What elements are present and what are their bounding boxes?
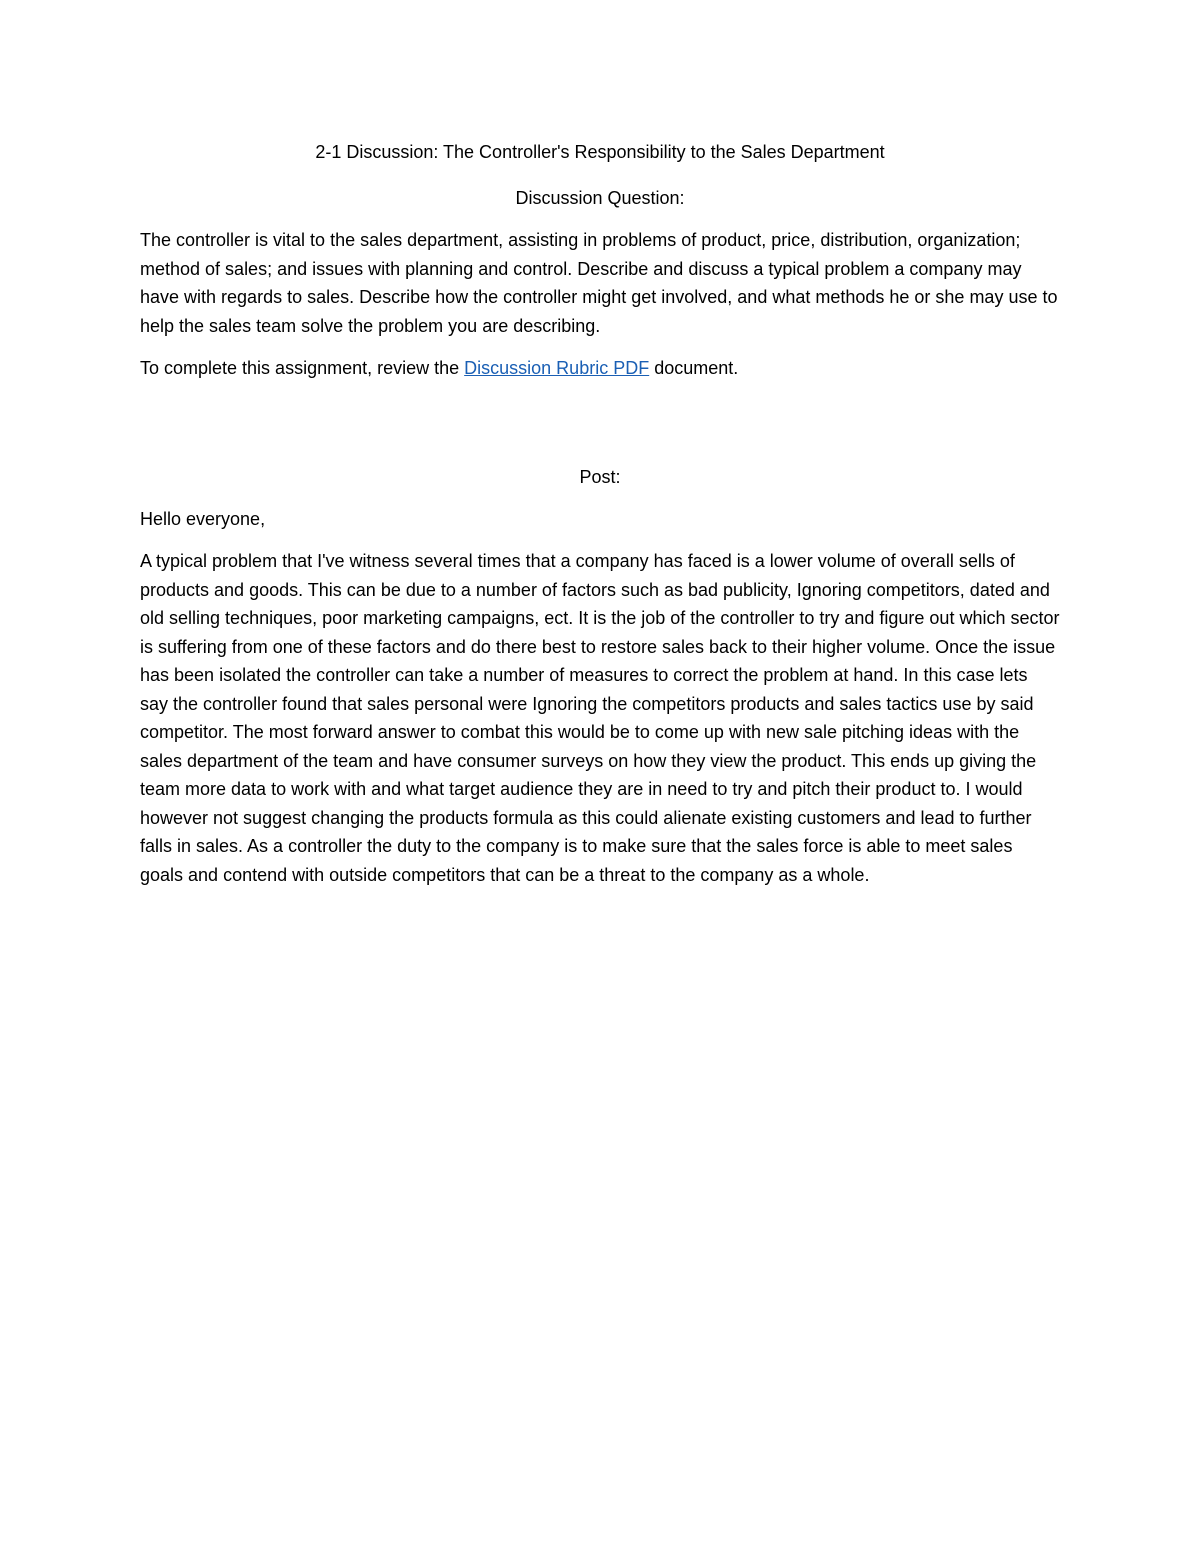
assignment-instructions [140,354,1060,383]
discussion-rubric-link[interactable]: Discussion Rubric PDF [464,358,650,378]
post-greeting: Hello everyone, [140,508,266,529]
post-heading: Post: [579,466,621,487]
section-spacer [140,397,1060,463]
assignment-prefix: To complete this assignment, review the [140,358,465,378]
question-body: The controller is vital to the sales department, assisting in problems of product, price, distribution, organization; method of sales; and issues with planning and control. Describe and discuss a typical problem a company may have with regards to sales. Describe how the controller might get involved, and what methods he or she may use to help the sales team solve the problem you are describing. [140,230,1058,336]
assignment-suffix: document. [649,358,739,378]
question-heading: Discussion Question: [515,188,685,208]
post-body: A typical problem that I've witness several times that a company has faced is a lower volume of overall sells of products and goods. This can be due to a number of factors such as bad publicity, Ignoring competitors, dated and old selling techniques, poor marketing campaigns, ect. It is the job of the controller to try and figure out which sector is suffering from one of these factors and do there best to restore sales back to their higher volume. Once the issue has been isolated the controller can take a number of measures to correct the problem at hand. In this case lets say the controller found that sales personal were Ignoring the competitors products and sales tactics use by said competitor. The most forward answer to combat this would be to come up with new sale pitching ideas with the sales department of the team and have consumer surveys on how they view the product. This ends up giving the team more data to work with and what target audience they are in need to try and pitch their product to. I would however not suggest changing the products formula as this could alienate existing customers and lead to further falls in sales. As a controller the duty to the company is to make sure that the sales force is able to meet sales goals and contend with outside competitors that can be a threat to the company as a whole. [140,551,1060,885]
document-title: 2-1 Discussion: The Controller's Responsibility to the Sales Department [315,142,885,162]
document-content [140,138,1060,903]
